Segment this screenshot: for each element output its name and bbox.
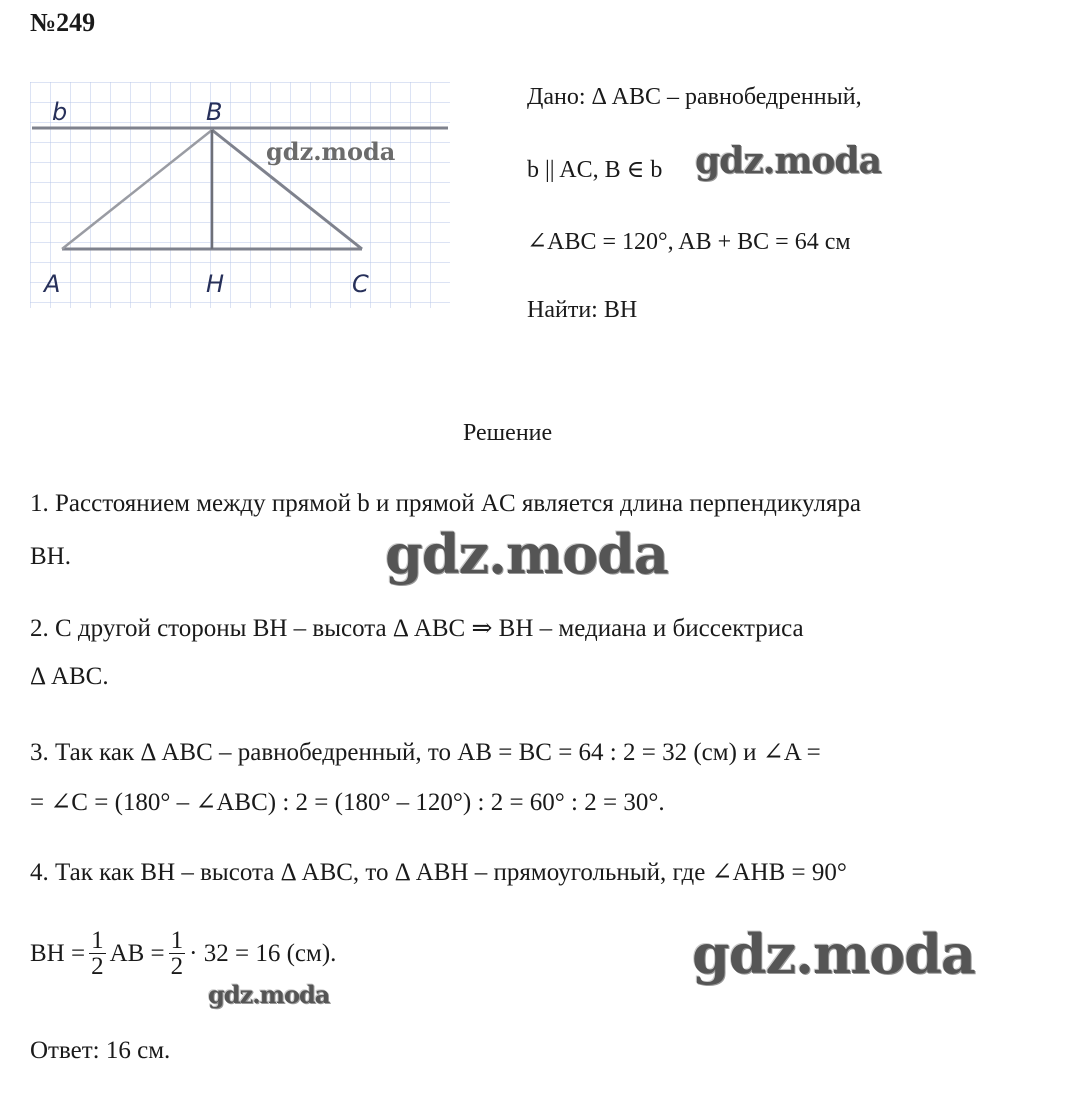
watermark: gdz.moda (208, 980, 330, 1009)
geometry-figure (30, 82, 450, 308)
solution-step-2: 2. С другой стороны BH – высота Δ ABC ⇒ BH – медиана и биссектриса (30, 615, 804, 642)
answer: Ответ: 16 см. (30, 1037, 171, 1064)
solution-step-3: 3. Так как Δ ABC – равнобедренный, то AB = BC = 64 : 2 = 32 (см) и ∠A = (30, 739, 821, 766)
grid-paper (30, 82, 450, 308)
given-line-1: Дано: Δ ABC – равнобедренный, (527, 84, 862, 110)
watermark: gdz.moda (692, 922, 975, 986)
fraction-denominator: 2 (91, 953, 104, 980)
solution-title: Решение (463, 420, 553, 446)
formula-lhs: BH = (30, 939, 86, 967)
solution-step-2-cont: Δ ABC. (30, 663, 109, 690)
fraction-denominator-2: 2 (170, 953, 184, 980)
fraction-half (89, 928, 106, 979)
label-C: C (352, 270, 369, 298)
figure-watermark: gdz.moda (266, 137, 396, 166)
solution-step-1-cont: BH. (30, 543, 71, 570)
formula-rhs: · 32 = 16 (см). (189, 939, 337, 967)
formula-mid: AB = (109, 939, 165, 967)
solution-step-1: 1. Расстоянием между прямой b и прямой AC является длина перпендикуляра (30, 490, 862, 517)
problem-number: №249 (30, 8, 96, 37)
given-line-3: ∠ABC = 120°, AB + BC = 64 см (527, 229, 851, 255)
formula-bh (30, 928, 336, 979)
triangle-drawing (30, 82, 450, 308)
fraction-numerator: 1 (91, 927, 104, 954)
label-b: b (52, 98, 68, 126)
watermark: gdz.moda (695, 140, 881, 182)
solution-step-4: 4. Так как BH – высота Δ ABC, то Δ ABH – прямоугольный, где ∠AHB = 90° (30, 859, 847, 886)
fraction-numerator-2: 1 (170, 927, 184, 954)
fraction-half-2 (169, 928, 186, 979)
label-H: H (206, 270, 225, 298)
label-B: B (206, 98, 223, 126)
given-line-2: b || AC, B ∈ b (527, 157, 663, 183)
label-A: A (44, 270, 61, 298)
given-line-4: Найти: BH (527, 297, 638, 323)
watermark: gdz.moda (385, 522, 668, 586)
solution-step-3-cont: = ∠C = (180° – ∠ABC) : 2 = (180° – 120°) : 2 = 60° : 2 = 30°. (30, 789, 665, 816)
